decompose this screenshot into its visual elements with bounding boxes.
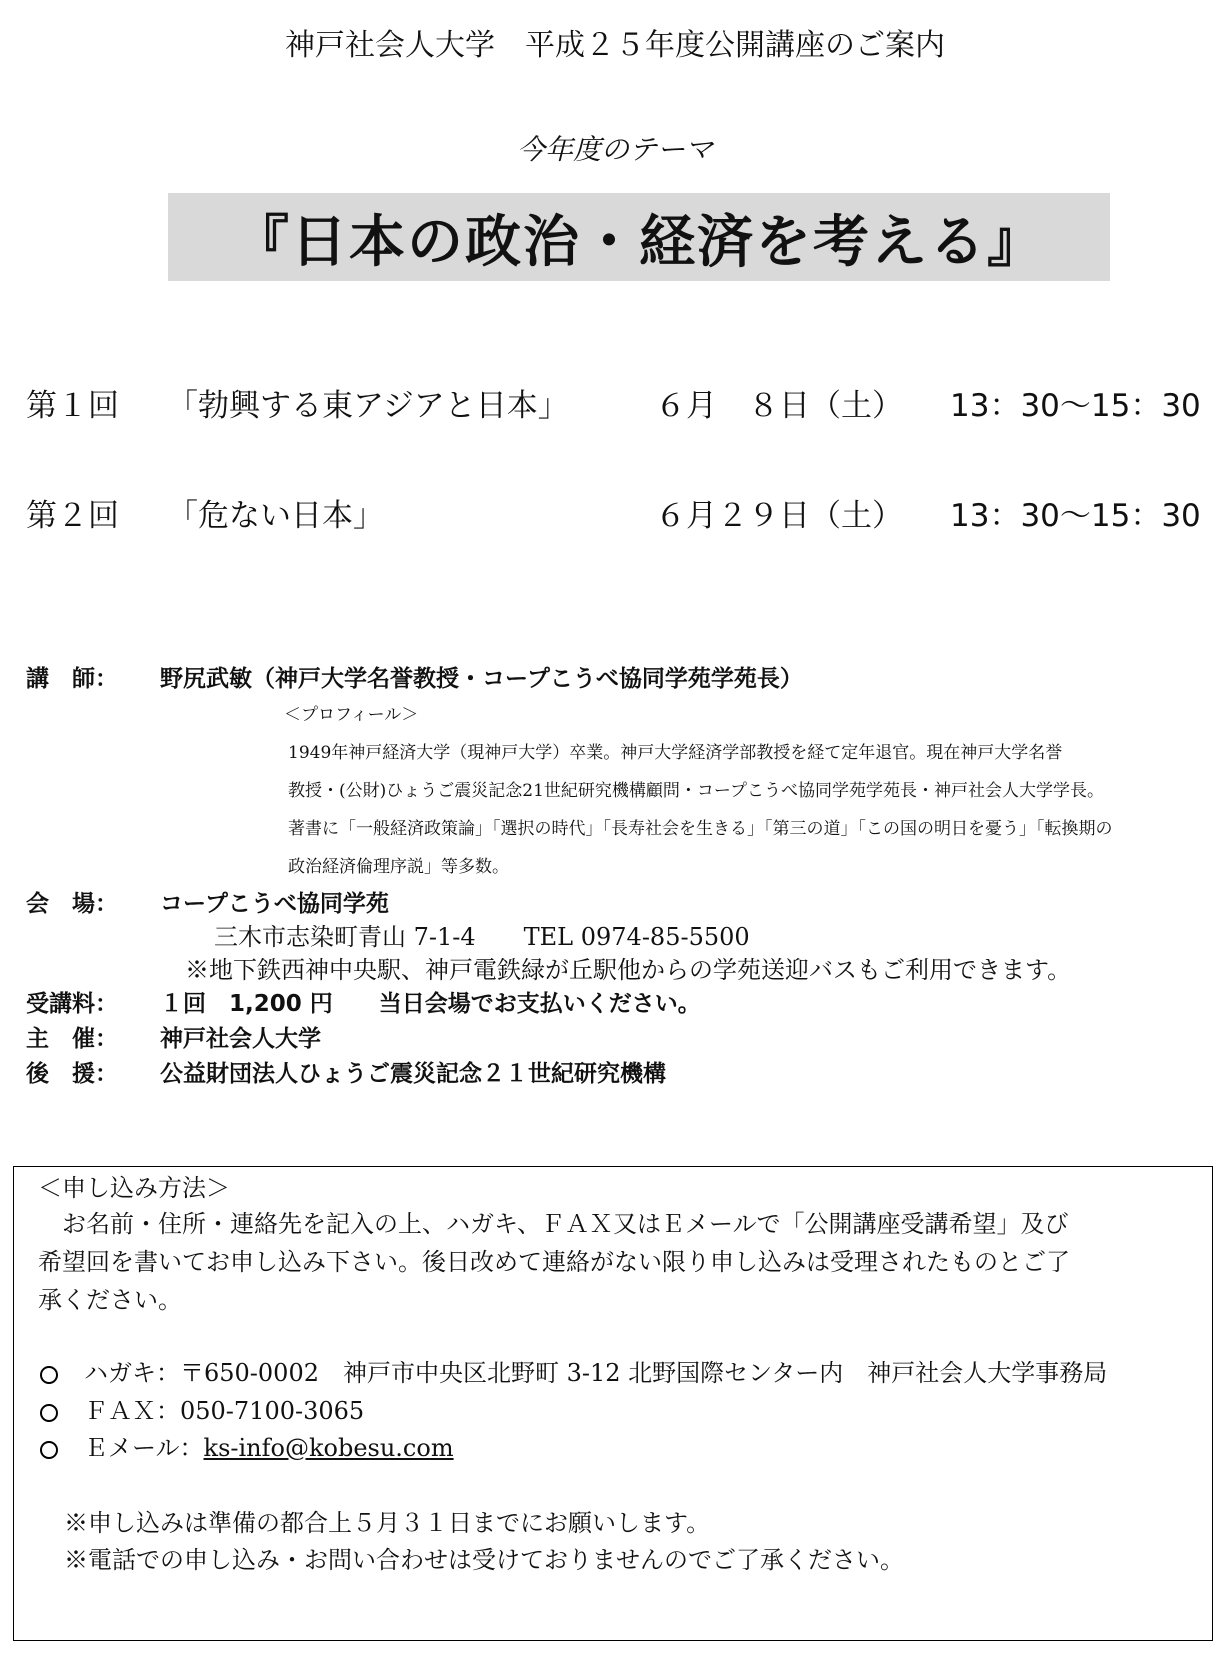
application-body-line-1: お名前・住所・連絡先を記入の上、ハガキ、ＦＡＸ又はＥメールで「公開講座受講希望」及び [38, 1210, 1069, 1238]
application-note-2: ※電話での申し込み・お問い合わせは受けておりませんのでご了承ください。 [64, 1546, 904, 1574]
session-2-time: 13：30〜15：30 [950, 498, 1201, 534]
postcard-address: ハガキ：〒650-0002 神戸市中央区北野町 3-12 北野国際センター内 神戸社会人大学事務局 [84, 1359, 1108, 1387]
profile-line-3: 著書に「一般経済政策論」「選択の時代」「長寿社会を生きる」「第三の道」「この国の明日を憂う」「転換期の [288, 819, 1113, 839]
theme-label: 今年度のテーマ [516, 133, 713, 166]
fee-label: 受講料： [26, 991, 118, 1017]
email-label: Ｅメール： [84, 1434, 204, 1462]
page-title: 神戸社会人大学 平成２５年度公開講座のご案内 [285, 28, 945, 63]
venue-label: 会 場： [26, 891, 118, 917]
theme-title: 『日本の政治・経済を考える』 [233, 210, 1045, 275]
circle-bullet-icon [40, 1366, 58, 1384]
venue-address: 三木市志染町青山 7-1-4 TEL 0974-85-5500 [214, 923, 750, 951]
application-note-1: ※申し込みは準備の都合上５月３１日までにお願いします。 [64, 1509, 711, 1537]
application-heading: ＜申し込み方法＞ [38, 1174, 230, 1202]
fee-value: １回 1,200 円 当日会場でお支払いください。 [160, 991, 701, 1017]
organizer-value: 神戸社会人大学 [160, 1026, 321, 1052]
profile-line-4: 政治経済倫理序説」等多数。 [288, 857, 509, 877]
postcard-line [40, 1353, 1107, 1388]
sponsor-label: 後 援： [26, 1061, 118, 1087]
session-2-number: 第２回 [26, 498, 119, 534]
circle-bullet-icon [40, 1441, 58, 1459]
fax-line [40, 1391, 364, 1426]
fax-number: ＦＡＸ：050-7100-3065 [84, 1397, 365, 1425]
session-1-time: 13：30〜15：30 [950, 388, 1201, 424]
application-body-line-3: 承ください。 [38, 1286, 182, 1314]
venue-note: ※地下鉄西神中央駅、神戸電鉄緑が丘駅他からの学苑送迎バスもご利用できます。 [185, 956, 1072, 984]
lecturer-label: 講 師： [26, 666, 118, 692]
profile-heading: ＜プロフィール＞ [284, 705, 419, 725]
email-line [40, 1428, 454, 1463]
profile-line-1: 1949年神戸経済大学（現神戸大学）卒業。神戸大学経済学部教授を経て定年退官。現在神戸大学名誉 [288, 743, 1063, 763]
application-body-line-2: 希望回を書いてお申し込み下さい。後日改めて連絡がない限り申し込みは受理されたものとご了 [38, 1248, 1070, 1276]
session-2-date: ６月２９日（土） [655, 498, 903, 534]
circle-bullet-icon [40, 1404, 58, 1422]
organizer-label: 主 催： [26, 1026, 118, 1052]
lecturer-name: 野尻武敏（神戸大学名誉教授・コープこうべ協同学苑学苑長） [160, 666, 803, 692]
sponsor-value: 公益財団法人ひょうご震災記念２１世紀研究機構 [160, 1061, 666, 1087]
profile-line-2: 教授・(公財)ひょうご震災記念21世紀研究機構顧問・コープこうべ協同学苑学苑長・神戸社会人大学学長。 [288, 781, 1105, 801]
email-link[interactable]: ks-info@kobesu.com [203, 1434, 454, 1462]
venue-name: コープこうべ協同学苑 [160, 891, 389, 917]
session-1-date: ６月 ８日（土） [655, 388, 903, 424]
session-1-number: 第１回 [26, 388, 119, 424]
session-2-title: 「危ない日本」 [167, 498, 384, 534]
session-1-title: 「勃興する東アジアと日本」 [167, 388, 569, 424]
